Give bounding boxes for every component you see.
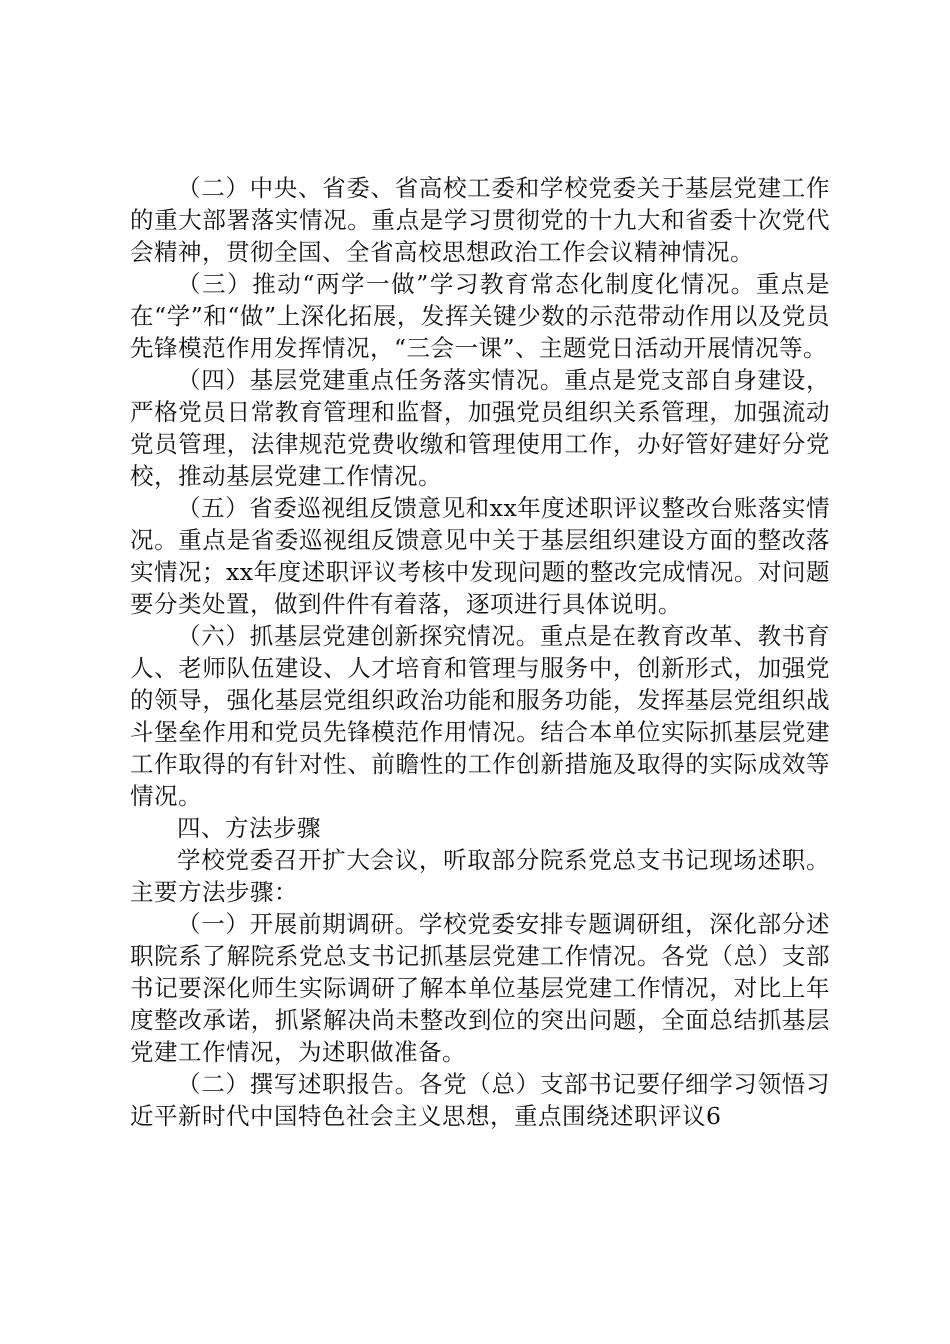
document-page — [130, 172, 830, 1132]
paragraph-step-2: （二）撰写述职报告。各党（总）支部书记要仔细学习领悟习近平新时代中国特色社会主义思想，重点围绕述职评议6 — [130, 1070, 830, 1130]
paragraph-method-intro: 学校党委召开扩大会议，听取部分院系党总支书记现场述职。主要方法步骤： — [130, 846, 830, 906]
paragraph-step-1: （一）开展前期调研。学校党委安排专题调研组，深化部分述职院系了解院系党总支书记抓基层党建工作情况。各党（总）支部书记要深化师生实际调研了解本单位基层党建工作情况，对比上年度整改承诺，抓紧解决尚未整改到位的突出问题，全面总结抓基层党建工作情况，为述职做准备。 — [130, 910, 830, 1066]
paragraph-section-4: （四）基层党建重点任务落实情况。重点是党支部自身建设，严格党员日常教育管理和监督，加强党员组织关系管理，加强流动党员管理，法律规范党费收缴和管理使用工作，办好管好建好分党校，推动基层党建工作情况。 — [130, 366, 830, 490]
paragraph-section-3: （三）推动“两学一做”学习教育常态化制度化情况。重点是在“学”和“做”上深化拓展，发挥关键少数的示范带动作用以及党员先锋模范作用发挥情况，“三会一课”、主题党日活动开展情况等。 — [130, 270, 830, 362]
heading-method-steps: 四、方法步骤 — [177, 814, 321, 842]
paragraph-section-6: （六）抓基层党建创新探究情况。重点是在教育改革、教书育人、老师队伍建设、人才培育和管理与服务中，创新形式，加强党的领导，强化基层党组织政治功能和服务功能，发挥基层党组织战斗堡垒作用和党员先锋模范作用情况。结合本单位实际抓基层党建工作取得的有针对性、前瞻性的工作创新措施及取得的实际成效等情况。 — [130, 622, 830, 810]
paragraph-section-5: （五）省委巡视组反馈意见和xx年度述职评议整改台账落实情况。重点是省委巡视组反馈意见中关于基层组织建设方面的整改落实情况；xx年度述职评议考核中发现问题的整改完成情况。对问题要分类处置，做到件件有着落，逐项进行具体说明。 — [130, 494, 830, 618]
paragraph-section-2: （二）中央、省委、省高校工委和学校党委关于基层党建工作的重大部署落实情况。重点是学习贯彻党的十九大和省委十次党代会精神，贯彻全国、全省高校思想政治工作会议精神情况。 — [130, 174, 830, 266]
